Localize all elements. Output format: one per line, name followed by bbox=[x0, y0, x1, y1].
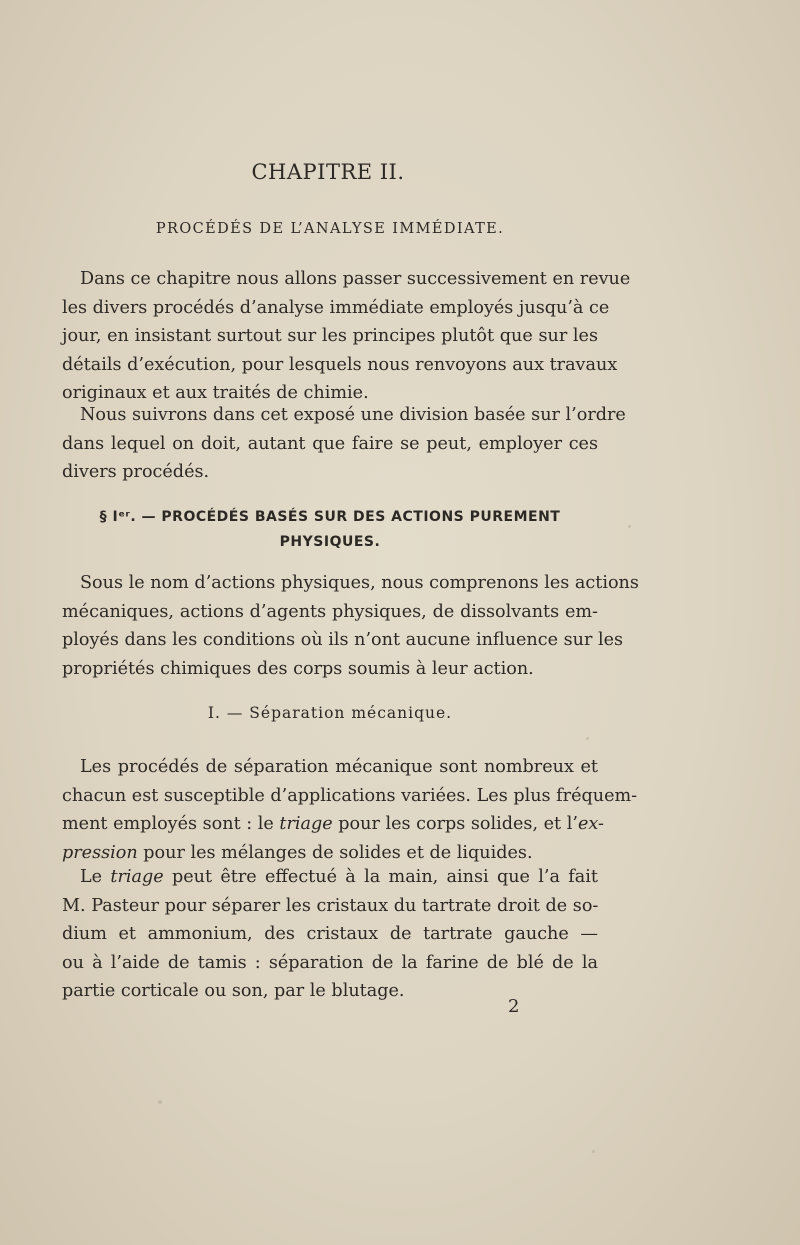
italic-term: triage bbox=[279, 814, 333, 834]
text-line: partie corticale ou son, par le blutage. bbox=[62, 981, 405, 1001]
text-line: originaux et aux traités de chimie. bbox=[62, 383, 369, 403]
subsection-paragraph-2 bbox=[62, 863, 598, 1006]
text-run: pour les corps solides, et l’ bbox=[332, 814, 578, 834]
text-run: pour les mélanges de solides et de liquides. bbox=[137, 842, 533, 863]
paper-speck bbox=[158, 1100, 162, 1104]
section-heading-line-2: PHYSIQUES. bbox=[279, 534, 381, 550]
intro-paragraph-2 bbox=[62, 401, 626, 487]
subsection-heading: I. — Séparation mécanique. bbox=[207, 704, 453, 722]
chapter-title: CHAPITRE II. bbox=[251, 160, 405, 184]
text-line: Les procédés de séparation mécanique sont nombreux et bbox=[80, 757, 598, 777]
text-line: les divers procédés d’analyse immédiate employés jusqu’à ce bbox=[62, 297, 610, 318]
paper-speck bbox=[592, 1150, 595, 1153]
paper-speck bbox=[628, 525, 631, 528]
text-line: ou à l’aide de tamis : séparation de la farine de blé de la bbox=[62, 952, 598, 973]
page-number: 2 bbox=[508, 996, 520, 1017]
text-run: peut être effectué à la main, ainsi que l’a fait bbox=[163, 867, 598, 887]
text-run: ment employés sont : le bbox=[62, 814, 280, 834]
chapter-subtitle: PROCÉDÉS DE L’ANALYSE IMMÉDIATE. bbox=[155, 221, 505, 237]
text-line: détails d’exécution, pour lesquels nous renvoyons aux travaux bbox=[62, 354, 618, 375]
text-line: divers procédés. bbox=[62, 462, 210, 482]
text-line: Nous suivrons dans cet exposé une division basée sur l’ordre bbox=[80, 405, 626, 425]
italic-term: pression bbox=[62, 842, 138, 863]
text-line: dans lequel on doit, autant que faire se peut, employer ces bbox=[62, 433, 598, 454]
paper-speck bbox=[586, 737, 589, 740]
section-heading bbox=[62, 505, 598, 555]
text-line: mécaniques, actions d’agents physiques, de dissolvants em- bbox=[62, 601, 598, 622]
italic-term: ex- bbox=[577, 814, 604, 834]
text-line: Dans ce chapitre nous allons passer successivement en revue bbox=[80, 269, 631, 289]
text-line: M. Pasteur pour séparer les cristaux du tartrate droit de so- bbox=[62, 895, 599, 916]
italic-term: triage bbox=[110, 867, 164, 887]
text-line: Sous le nom d’actions physiques, nous comprenons les actions bbox=[80, 573, 639, 593]
text-run: Le bbox=[80, 867, 111, 887]
text-line bbox=[62, 810, 604, 839]
section-heading-line-1: § Iᵉʳ. — PROCÉDÉS BASÉS SUR DES ACTIONS PUREMENT bbox=[99, 509, 561, 525]
text-line: chacun est susceptible d’applications variées. Les plus fréquem- bbox=[62, 785, 638, 806]
text-line: ployés dans les conditions où ils n’ont aucune influence sur les bbox=[62, 630, 624, 650]
section-paragraph bbox=[62, 569, 639, 683]
text-line: dium et ammonium, des cristaux de tartrate gauche — bbox=[62, 924, 598, 944]
text-line: propriétés chimiques des corps soumis à leur action. bbox=[62, 658, 534, 679]
intro-paragraph-1 bbox=[62, 265, 631, 408]
text-line: jour, en insistant surtout sur les principes plutôt que sur les bbox=[62, 326, 598, 346]
subsection-paragraph-1 bbox=[62, 753, 638, 867]
text-line bbox=[62, 863, 598, 892]
